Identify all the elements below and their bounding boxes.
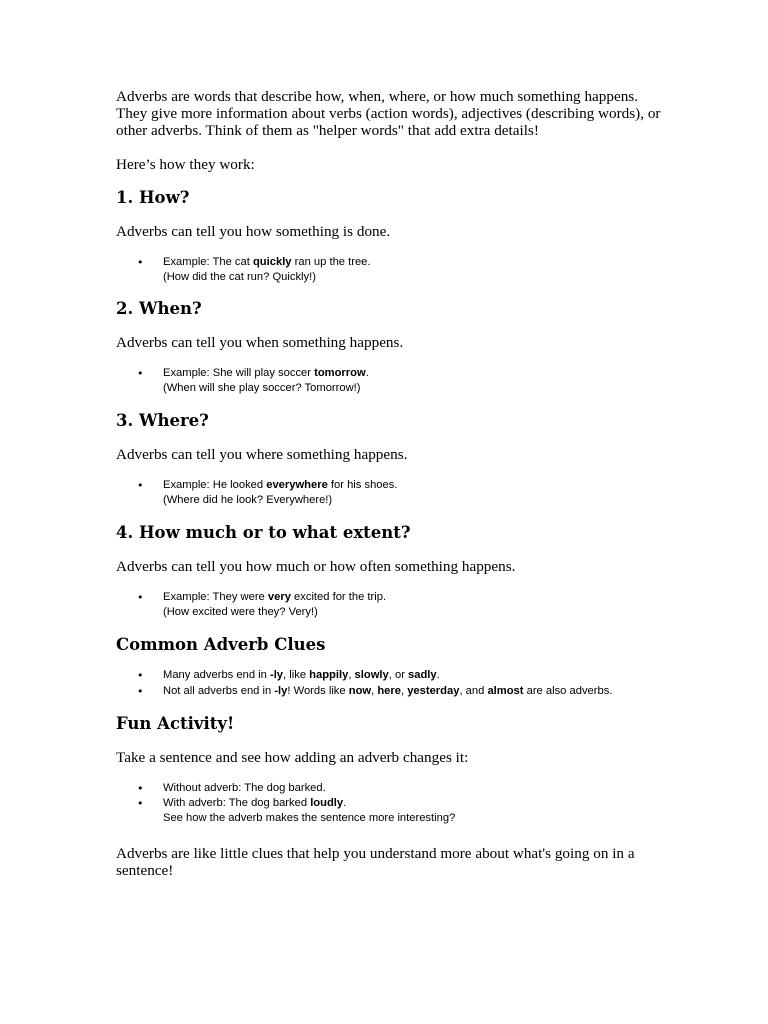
adverb-example: loudly bbox=[310, 797, 344, 809]
section-text-activity: Take a sentence and see how adding an adverb changes it: bbox=[116, 749, 469, 766]
list-item: • Example: She will play soccer tomorrow. (When will she play soccer? Tomorrow!) bbox=[116, 366, 661, 396]
section-heading-clues: Common Adverb Clues bbox=[116, 635, 326, 654]
example-list-how bbox=[116, 255, 661, 285]
list-item: • Without adverb: The dog barked. bbox=[116, 781, 661, 796]
list-item: • Example: The cat quickly ran up the tree. (How did the cat run? Quickly!) bbox=[116, 255, 661, 285]
example-note: See how the adverb makes the sentence more interesting? bbox=[163, 812, 456, 824]
section-heading-how-much: 4. How much or to what extent? bbox=[116, 523, 411, 542]
adverb-example: quickly bbox=[252, 256, 292, 268]
intro-paragraph: Adverbs are words that describe how, when, where, or how much something happens. They give more information about verbs (action words), adjectives (describing words), or other adverbs. Think of them as "helper words" that add extra details! bbox=[116, 88, 661, 139]
section-heading-when: 2. When? bbox=[116, 299, 202, 318]
adverb-example: tomorrow bbox=[314, 367, 366, 379]
example-list-where bbox=[116, 478, 661, 508]
example-note: (Where did he look? Everywhere!) bbox=[163, 494, 333, 506]
example-note: (When will she play soccer? Tomorrow!) bbox=[163, 382, 361, 394]
list-item: • Not all adverbs end in -ly! Words like now, here, yesterday, and almost are also adverbs. bbox=[116, 684, 661, 699]
section-heading-how: 1. How? bbox=[116, 188, 190, 207]
example-list-how-much bbox=[116, 590, 661, 620]
section-text-how-much: Adverbs can tell you how much or how often something happens. bbox=[116, 558, 516, 575]
section-heading-where: 3. Where? bbox=[116, 411, 209, 430]
example-note: (How did the cat run? Quickly!) bbox=[163, 271, 316, 283]
adverb-example: everywhere bbox=[266, 479, 328, 491]
adverb-example: very bbox=[267, 591, 291, 603]
list-item: • Many adverbs end in -ly, like happily, slowly, or sadly. bbox=[116, 668, 661, 683]
list-item: • With adverb: The dog barked loudly. See how the adverb makes the sentence more interesting? bbox=[116, 796, 661, 826]
clues-list bbox=[116, 668, 661, 699]
activity-list bbox=[116, 781, 661, 826]
list-item: • Example: He looked everywhere for his shoes. (Where did he look? Everywhere!) bbox=[116, 478, 661, 508]
document-page bbox=[116, 88, 661, 879]
example-note: (How excited were they? Very!) bbox=[163, 606, 318, 618]
list-item: • Example: They were very excited for the trip. (How excited were they? Very!) bbox=[116, 590, 661, 620]
example-list-when bbox=[116, 366, 661, 396]
section-text-when: Adverbs can tell you when something happens. bbox=[116, 334, 404, 351]
section-heading-activity: Fun Activity! bbox=[116, 714, 235, 733]
section-text-how: Adverbs can tell you how something is done. bbox=[116, 223, 391, 240]
closing-paragraph: Adverbs are like little clues that help you understand more about what's going on in a sentence! bbox=[116, 845, 635, 879]
section-text-where: Adverbs can tell you where something happens. bbox=[116, 446, 408, 463]
intro-lead: Here’s how they work: bbox=[116, 156, 255, 173]
